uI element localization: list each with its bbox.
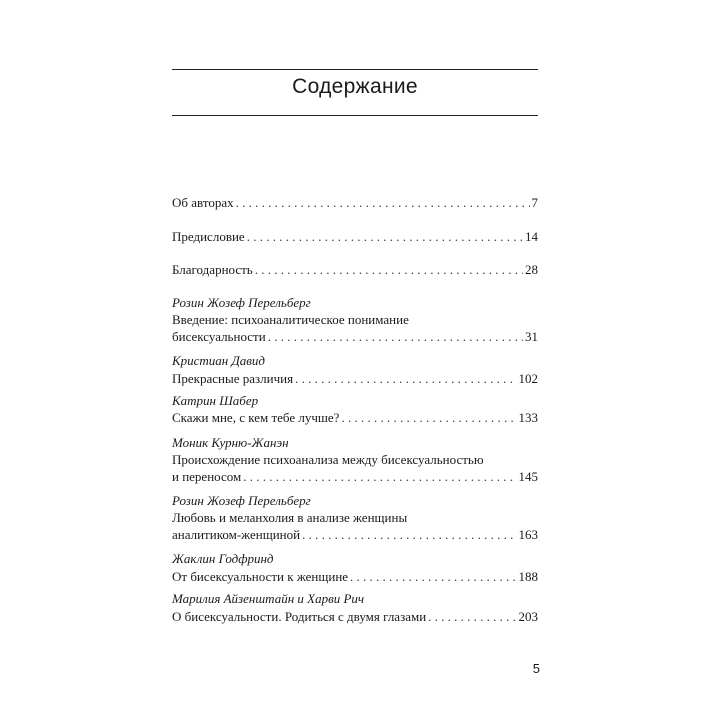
toc-entry-title: О бисексуальности. Родиться с двумя глазами xyxy=(172,609,427,624)
dot-leader xyxy=(268,328,523,345)
toc-entry-author: Моник Курню-Жанэн xyxy=(172,435,289,450)
dot-leader xyxy=(236,194,530,211)
toc-entry-title: Благодарность xyxy=(172,262,253,277)
toc-entry-page: 163 xyxy=(518,527,538,542)
toc-entry-page: 102 xyxy=(518,371,538,386)
toc-entry-page: 7 xyxy=(531,195,538,210)
toc-entry-perelberg-love[interactable] xyxy=(172,526,538,543)
dot-leader xyxy=(341,409,516,426)
toc-entry-page: 31 xyxy=(525,329,538,344)
page-number: 5 xyxy=(532,661,540,676)
toc-entry-title: бисексуальности xyxy=(172,329,266,344)
toc-entry-chabert[interactable] xyxy=(172,409,538,426)
toc-entry-title: и переносом xyxy=(172,469,242,484)
toc-entry-aisenstein[interactable] xyxy=(172,608,538,625)
toc-entry-acknowledgments[interactable] xyxy=(172,261,538,278)
toc-entry-david[interactable] xyxy=(172,370,538,387)
toc-entry-author: Катрин Шабер xyxy=(172,393,259,408)
toc-entry-page: 14 xyxy=(525,229,538,244)
toc-entry-page: 188 xyxy=(518,569,538,584)
dot-leader xyxy=(302,526,516,543)
toc-entry-page: 145 xyxy=(518,469,538,484)
toc-entry-perelberg-intro[interactable] xyxy=(172,328,538,345)
toc-entry-godfrind[interactable] xyxy=(172,568,538,585)
toc-entry-title-line[interactable]: Введение: психоаналитическое понимание xyxy=(172,312,409,327)
toc-entry-author: Розин Жозеф Перельберг xyxy=(172,493,311,508)
toc-entry-title: Предисловие xyxy=(172,229,245,244)
toc-entry-cournut[interactable] xyxy=(172,468,538,485)
toc-entry-title: От бисексуальности к женщине xyxy=(172,569,349,584)
dot-leader xyxy=(428,608,516,625)
page-title: Содержание xyxy=(292,75,418,98)
toc-entry-title: Скажи мне, с кем тебе лучше? xyxy=(172,410,340,425)
toc-entry-author: Жаклин Годфринд xyxy=(172,551,274,566)
dot-leader xyxy=(295,370,516,387)
dot-leader xyxy=(243,468,516,485)
toc-entry-title: аналитиком-женщиной xyxy=(172,527,301,542)
toc-entry-title: Прекрасные различия xyxy=(172,371,294,386)
bottom-rule xyxy=(172,115,538,116)
toc-entry-about-authors[interactable] xyxy=(172,194,538,211)
toc-entry-title-line[interactable]: Происхождение психоанализа между бисексуальностью xyxy=(172,452,484,467)
dot-leader xyxy=(255,261,523,278)
toc-entry-title: Об авторах xyxy=(172,195,234,210)
toc-entry-page: 133 xyxy=(518,410,538,425)
toc-entry-author: Кристиан Давид xyxy=(172,353,265,368)
toc-entry-preface[interactable] xyxy=(172,228,538,245)
dot-leader xyxy=(350,568,516,585)
top-rule xyxy=(172,69,538,70)
toc-entry-page: 28 xyxy=(525,262,538,277)
dot-leader xyxy=(247,228,523,245)
toc-entry-page: 203 xyxy=(518,609,538,624)
toc-entry-author: Розин Жозеф Перельберг xyxy=(172,295,311,310)
toc-entry-author: Марилия Айзенштайн и Харви Рич xyxy=(172,591,365,606)
toc-entry-title-line[interactable]: Любовь и меланхолия в анализе женщины xyxy=(172,510,408,525)
